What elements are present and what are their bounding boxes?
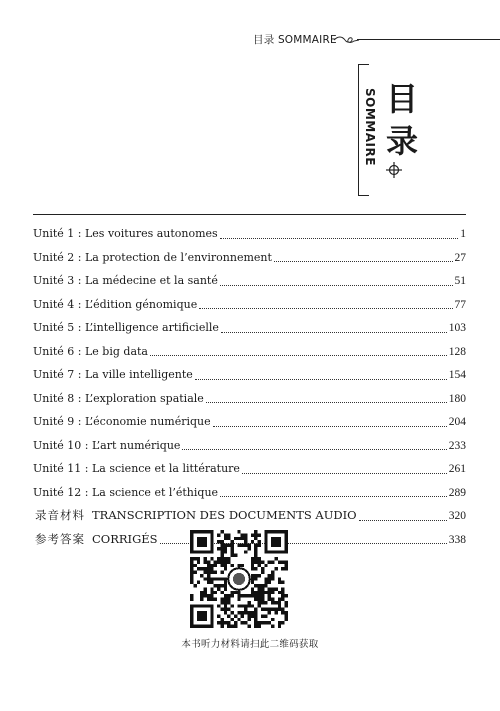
toc-entry-chinese: 录音材料 — [35, 508, 85, 522]
dot-leader — [359, 519, 447, 521]
toc-entry-page: 261 — [448, 463, 466, 475]
toc-entry-label: Unité 5 : L’intelligence artificielle — [33, 321, 219, 334]
toc-entry-label — [33, 504, 357, 528]
dot-leader — [221, 331, 447, 333]
toc-entry-label: Unité 1 : Les voitures autonomes — [33, 227, 218, 240]
toc-entry-page: 1 — [460, 228, 466, 240]
qr-caption: 本书听力材料请扫此二维码获取 — [181, 639, 319, 650]
toc-entry-label: Unité 8 : L’exploration spatiale — [33, 391, 204, 405]
dot-leader — [220, 495, 447, 497]
title-chinese: 目录 — [385, 80, 418, 160]
swirl-ornament-icon — [333, 35, 359, 45]
toc-entry-label: Unité 2 : La protection de l’environnement — [33, 250, 272, 264]
header-rule — [357, 39, 500, 40]
toc-entry-page: 77 — [454, 298, 466, 311]
toc-entry[interactable] — [33, 269, 466, 293]
toc-entry-label: Unité 4 : L’édition génomique — [33, 297, 198, 311]
toc-entry[interactable] — [33, 410, 466, 434]
title-block — [358, 64, 428, 196]
toc-entry-label: Unité 6 : Le big data — [33, 344, 148, 358]
toc-entry-page: 338 — [448, 533, 466, 546]
toc-entry-page: 103 — [448, 322, 466, 334]
dot-leader — [206, 401, 447, 403]
toc-entry[interactable] — [33, 316, 466, 340]
toc-entry[interactable] — [33, 340, 466, 364]
toc-entry-page: 180 — [448, 392, 466, 405]
toc-entry-audio[interactable] — [33, 504, 466, 528]
toc-top-rule — [33, 214, 466, 215]
toc-entry-page: 154 — [448, 369, 466, 381]
toc-entry-label: Unité 7 : La ville intelligente — [33, 368, 193, 381]
toc-entry-french: TRANSCRIPTION DES DOCUMENTS AUDIO — [92, 508, 357, 522]
toc-entry-label: Unité 12 : La science et l’éthique — [33, 485, 219, 499]
dot-leader — [150, 354, 447, 356]
dot-leader — [220, 237, 459, 239]
qr-code-icon[interactable] — [190, 530, 288, 628]
toc-entry[interactable] — [33, 246, 466, 270]
dot-leader — [220, 284, 453, 286]
toc-entry[interactable] — [33, 293, 466, 317]
dot-leader — [213, 425, 447, 427]
toc-entry-label — [33, 528, 158, 552]
toc-entry[interactable] — [33, 387, 466, 411]
dot-leader — [274, 260, 453, 262]
dot-leader — [199, 307, 452, 309]
title-french: SOMMAIRE — [363, 88, 377, 166]
toc-entry-page: 27 — [454, 251, 466, 264]
toc-entry[interactable] — [33, 434, 466, 458]
toc-entry[interactable] — [33, 222, 466, 246]
dot-leader — [195, 378, 447, 380]
crosshair-icon — [386, 162, 402, 178]
running-header-title: 目录 SOMMAIRE — [253, 34, 337, 46]
dot-leader — [182, 448, 446, 450]
running-header — [0, 33, 500, 47]
dot-leader — [242, 472, 447, 474]
toc-entry-page: 128 — [448, 345, 466, 358]
toc-entry[interactable] — [33, 457, 466, 481]
toc-entry-label: Unité 3 : La médecine et la santé — [33, 274, 218, 287]
toc-entry-page: 289 — [448, 486, 466, 499]
toc-entry-chinese: 参考答案 — [35, 531, 85, 546]
toc-entry-label: Unité 10 : L’art numérique — [33, 438, 181, 452]
toc-entry[interactable] — [33, 363, 466, 387]
table-of-contents — [33, 222, 466, 551]
toc-entry-page: 233 — [448, 439, 466, 452]
toc-entry-label: Unité 11 : La science et la littérature — [33, 462, 240, 475]
toc-entry-page: 320 — [448, 510, 466, 522]
toc-entry-french: CORRIGÉS — [92, 531, 158, 546]
toc-entry-label: Unité 9 : L’économie numérique — [33, 415, 211, 428]
toc-entry-page: 204 — [448, 416, 466, 428]
toc-entry-page: 51 — [454, 275, 466, 287]
toc-entry[interactable] — [33, 481, 466, 505]
